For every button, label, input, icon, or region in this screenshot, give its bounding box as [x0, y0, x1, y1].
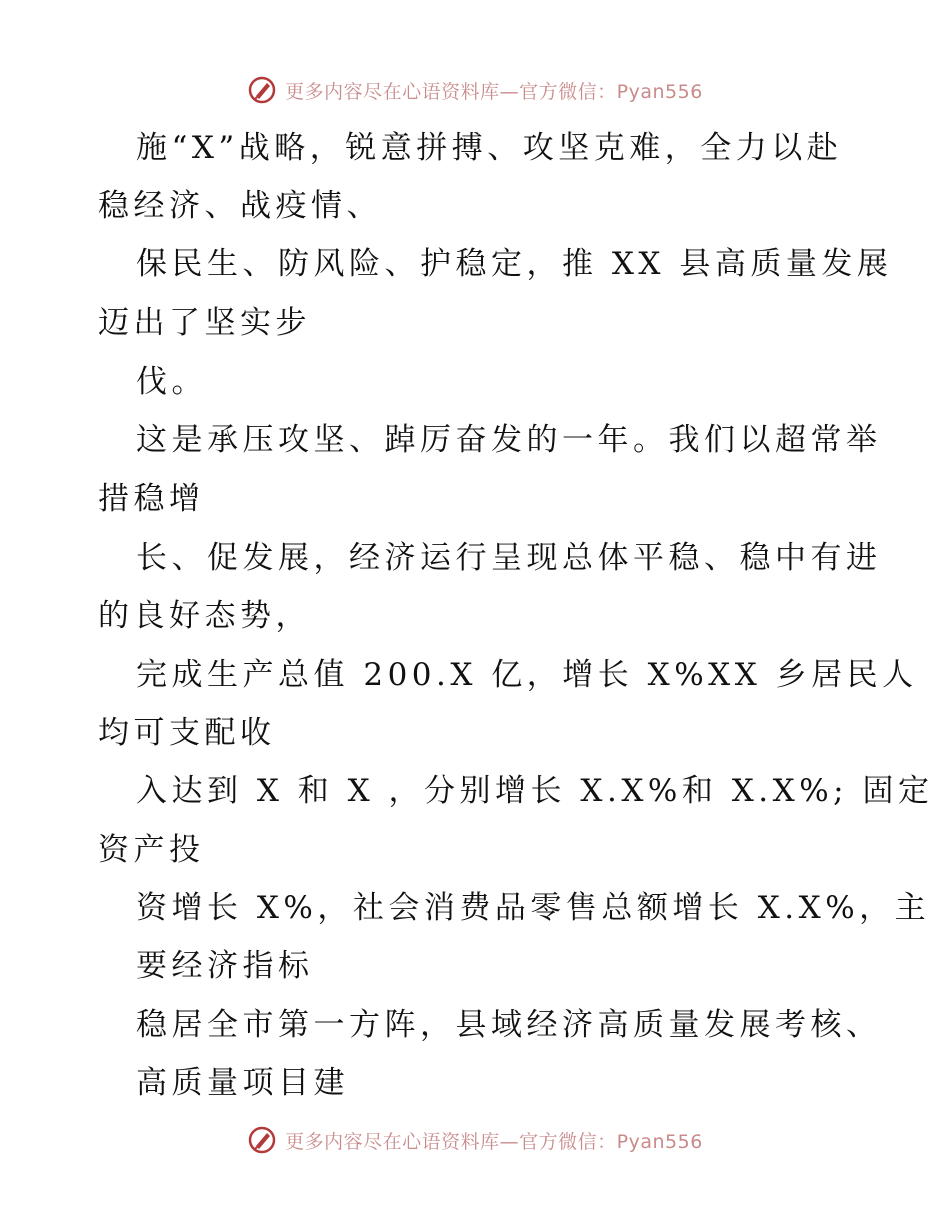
watermark-footer [0, 1122, 950, 1158]
doc-line: 长、促发展，经济运行呈现总体平稳、稳中有进 [136, 540, 882, 576]
doc-line: 伐。 [136, 364, 207, 400]
doc-line: 资增长 X%，社会消费品零售总额增长 X.X%，主 [136, 890, 931, 926]
doc-line: 要经济指标 [136, 948, 314, 984]
doc-line: 高质量项目建 [136, 1065, 349, 1101]
doc-line: 稳经济、战疫情、 [98, 188, 382, 224]
doc-line: 迈出了坚实步 [98, 305, 311, 341]
watermark-text: 更多内容尽在心语资料库—官方微信：Pyan556 [285, 80, 703, 103]
doc-line: 这是承压攻坚、踔厉奋发的一年。我们以超常举 [136, 422, 882, 458]
seal-pen-icon [247, 1125, 277, 1155]
doc-line: 的良好态势， [98, 598, 311, 634]
doc-line: 措稳增 [98, 481, 205, 517]
doc-line: 资产投 [98, 832, 205, 868]
doc-line: 入达到 X 和 X ，分别增长 X.X%和 X.X%; 固定 [136, 773, 934, 809]
watermark-header [0, 72, 950, 108]
doc-line: 均可支配收 [98, 715, 276, 751]
doc-line: 稳居全市第一方阵，县域经济高质量发展考核、 [136, 1007, 882, 1043]
watermark-text: 更多内容尽在心语资料库—官方微信：Pyan556 [285, 1130, 703, 1153]
doc-line: 保民生、防风险、护稳定，推 XX 县高质量发展 [136, 246, 893, 282]
doc-line: 施“X”战略，锐意拼搏、攻坚克难，全力以赴 [136, 130, 843, 166]
doc-line: 完成生产总值 200.X 亿，增长 X%XX 乡居民人 [136, 657, 918, 693]
seal-pen-icon [247, 75, 277, 105]
